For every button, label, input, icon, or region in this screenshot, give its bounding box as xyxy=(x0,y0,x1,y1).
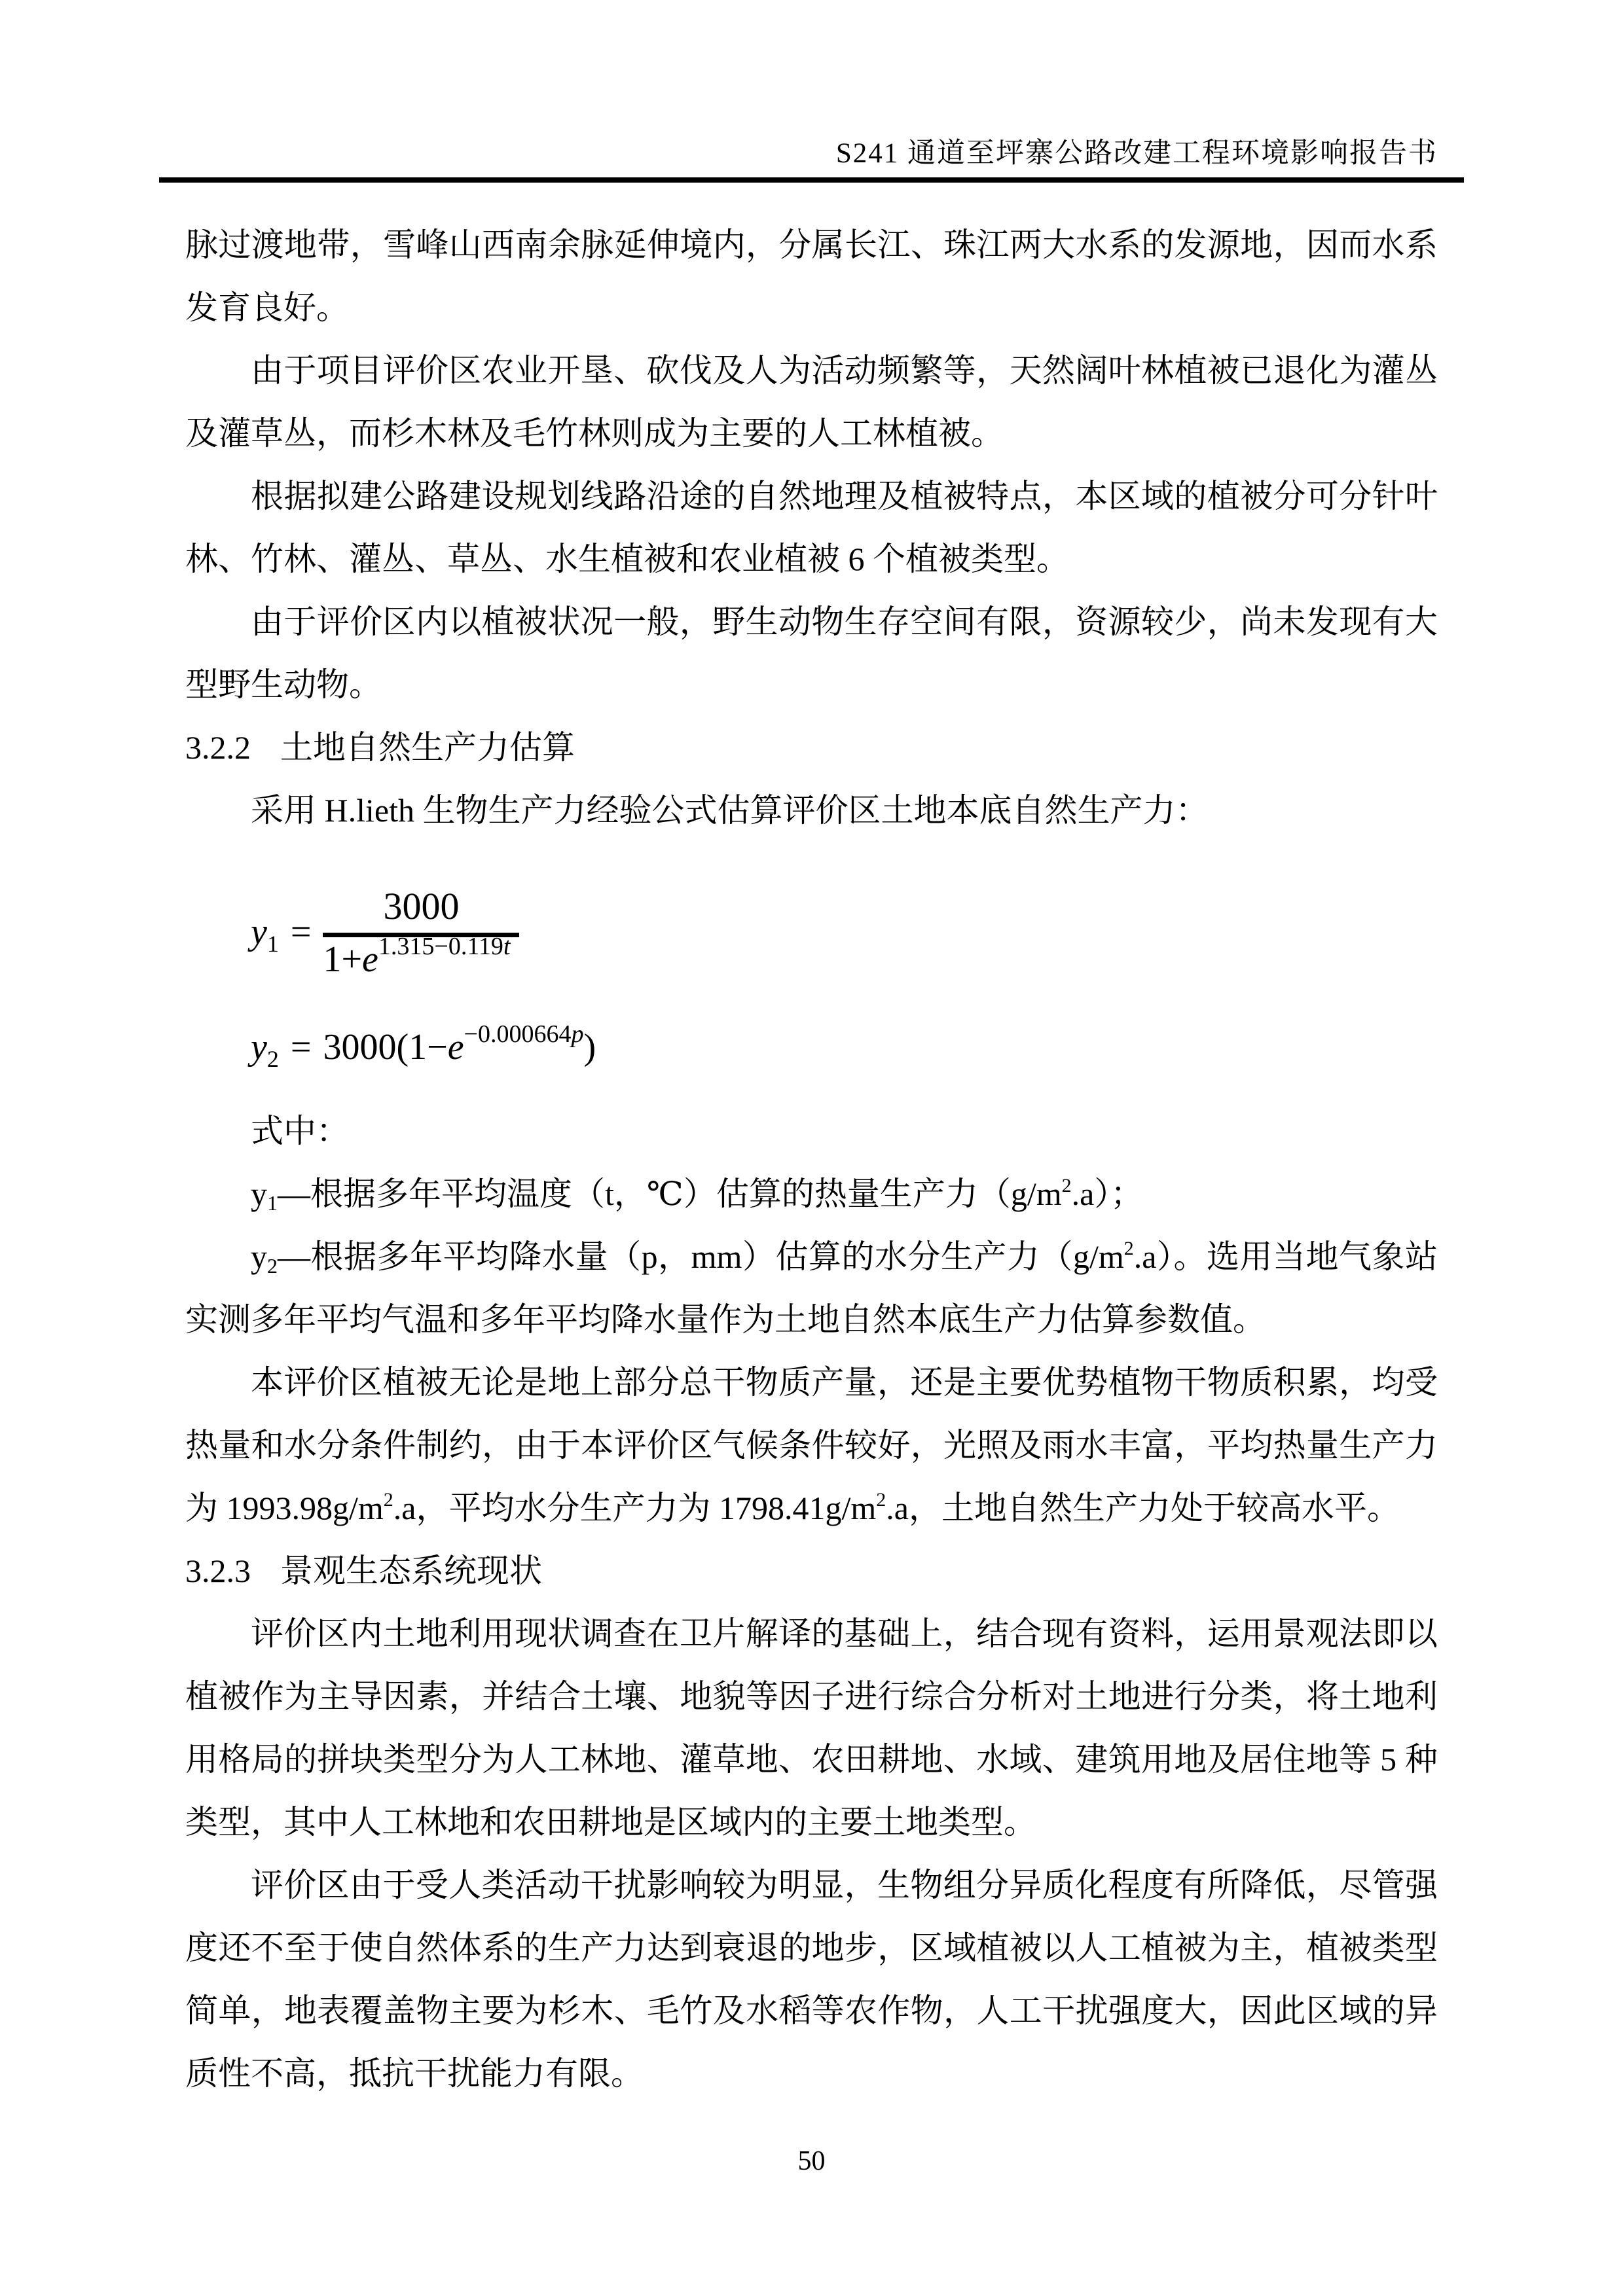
paragraph-human-disturbance: 评价区由于受人类活动干扰影响较为明显，生物组分异质化程度有所降低，尽管强度还不至于使自然体系的生产力达到衰退的地步，区域植被以人工植被为主，植被类型简单，地表覆盖物主要为杉木、毛竹及水稻等农作物，人工干扰强度大，因此区域的异质性不高，抵抗干扰能力有限。 xyxy=(185,1867,1438,2092)
formula-y2-rhs: $3000(1-e^{-0.000664p})$ xyxy=(323,1020,596,1068)
formula-y2 xyxy=(185,1005,1438,1090)
exponent: −0.000664p xyxy=(464,1020,584,1049)
section-title: 土地自然生产力估算 xyxy=(280,729,575,766)
equals-sign: = xyxy=(290,1027,312,1068)
formula-y1 xyxy=(185,864,1438,1001)
equals-sign: = xyxy=(290,912,312,953)
fraction-denominator: $1+e^{1.315-0.119t}$ xyxy=(323,932,511,980)
formula-y1-lhs: $y_1$ xyxy=(251,912,279,958)
section-heading-3-2-3 xyxy=(185,1539,1438,1602)
header-title: S241 通道至坪寨公路改建工程环境影响报告书 xyxy=(835,138,1438,169)
page-footer xyxy=(0,2145,1623,2177)
paragraph-y2-definition: $y_2—$根据多年平均降水量（p，mm）估算的水分生产力$(g/m^2.a)$。选用当地气象站实测多年平均气温和多年平均降水量作为土地自然本底生产力估算参数值。 xyxy=(185,1238,1438,1338)
page-header xyxy=(159,0,1464,183)
paragraph-vegetation-degradation: 由于项目评价区农业开垦、砍伐及人为活动频繁等，天然阔叶林植被已退化为灌丛及灌草丛，而杉木林及毛竹林则成为主要的人工林植被。 xyxy=(185,352,1438,452)
section-number: 3.2.3 xyxy=(185,1552,251,1589)
section-heading-3-2-2 xyxy=(185,716,1438,779)
section-title: 景观生态系统现状 xyxy=(280,1552,542,1589)
paragraph-vegetation-types: 根据拟建公路建设规划线路沿途的自然地理及植被特点，本区域的植被分可分针叶林、竹林、灌丛、草丛、水生植被和农业植被 6 个植被类型。 xyxy=(185,478,1438,577)
paragraph-y1-definition: $y_1—$根据多年平均温度（t，℃）估算的热量生产力$(g/m^2.a)$； xyxy=(251,1175,1144,1215)
paragraph-landscape-classification: 评价区内土地利用现状调查在卫片解译的基础上，结合现有资料，运用景观法即以植被作为主导因素，并结合土壤、地貌等因子进行综合分析对土地进行分类，将土地利用格局的拼块类型分为人工林地、灌草地、农田耕地、水域、建筑用地及居住地等 5 种类型，其中人工林地和农田耕地是区域内的主要土地类型。 xyxy=(185,1615,1438,1840)
paragraph-formula-intro: 采用 H.lieth 生物生产力经验公式估算评价区土地本底自然生产力： xyxy=(251,792,1209,829)
fraction-numerator: 3000 xyxy=(383,884,460,927)
paragraph-wildlife: 由于评价区内以植被状况一般，野生动物生存空间有限，资源较少，尚未发现有大型野生动物。 xyxy=(185,603,1438,703)
section-number: 3.2.2 xyxy=(185,729,251,766)
fraction xyxy=(323,886,519,980)
exponent: 1.315−0.119t xyxy=(378,932,511,960)
page-number: 50 xyxy=(797,2146,826,2176)
document-body xyxy=(185,213,1438,2105)
paragraph-productivity-values: 本评价区植被无论是地上部分总干物质产量，还是主要优势植物干物质积累，均受热量和水分条件制约，由于本评价区气候条件较好，光照及雨水丰富，平均热量生产力为 $1993.98g/m^2.a$，平均水分生产力为 $1798.41g/m^2.a$，土地自然生产力处于较高水平。 xyxy=(185,1364,1438,1526)
formula-y2-lhs: $y_2$ xyxy=(251,1027,279,1073)
paragraph-watershed: 脉过渡地带，雪峰山西南余脉延伸境内，分属长江、珠江两大水系的发源地，因而水系发育良好。 xyxy=(185,226,1438,326)
paragraph-where: 式中： xyxy=(251,1113,349,1149)
